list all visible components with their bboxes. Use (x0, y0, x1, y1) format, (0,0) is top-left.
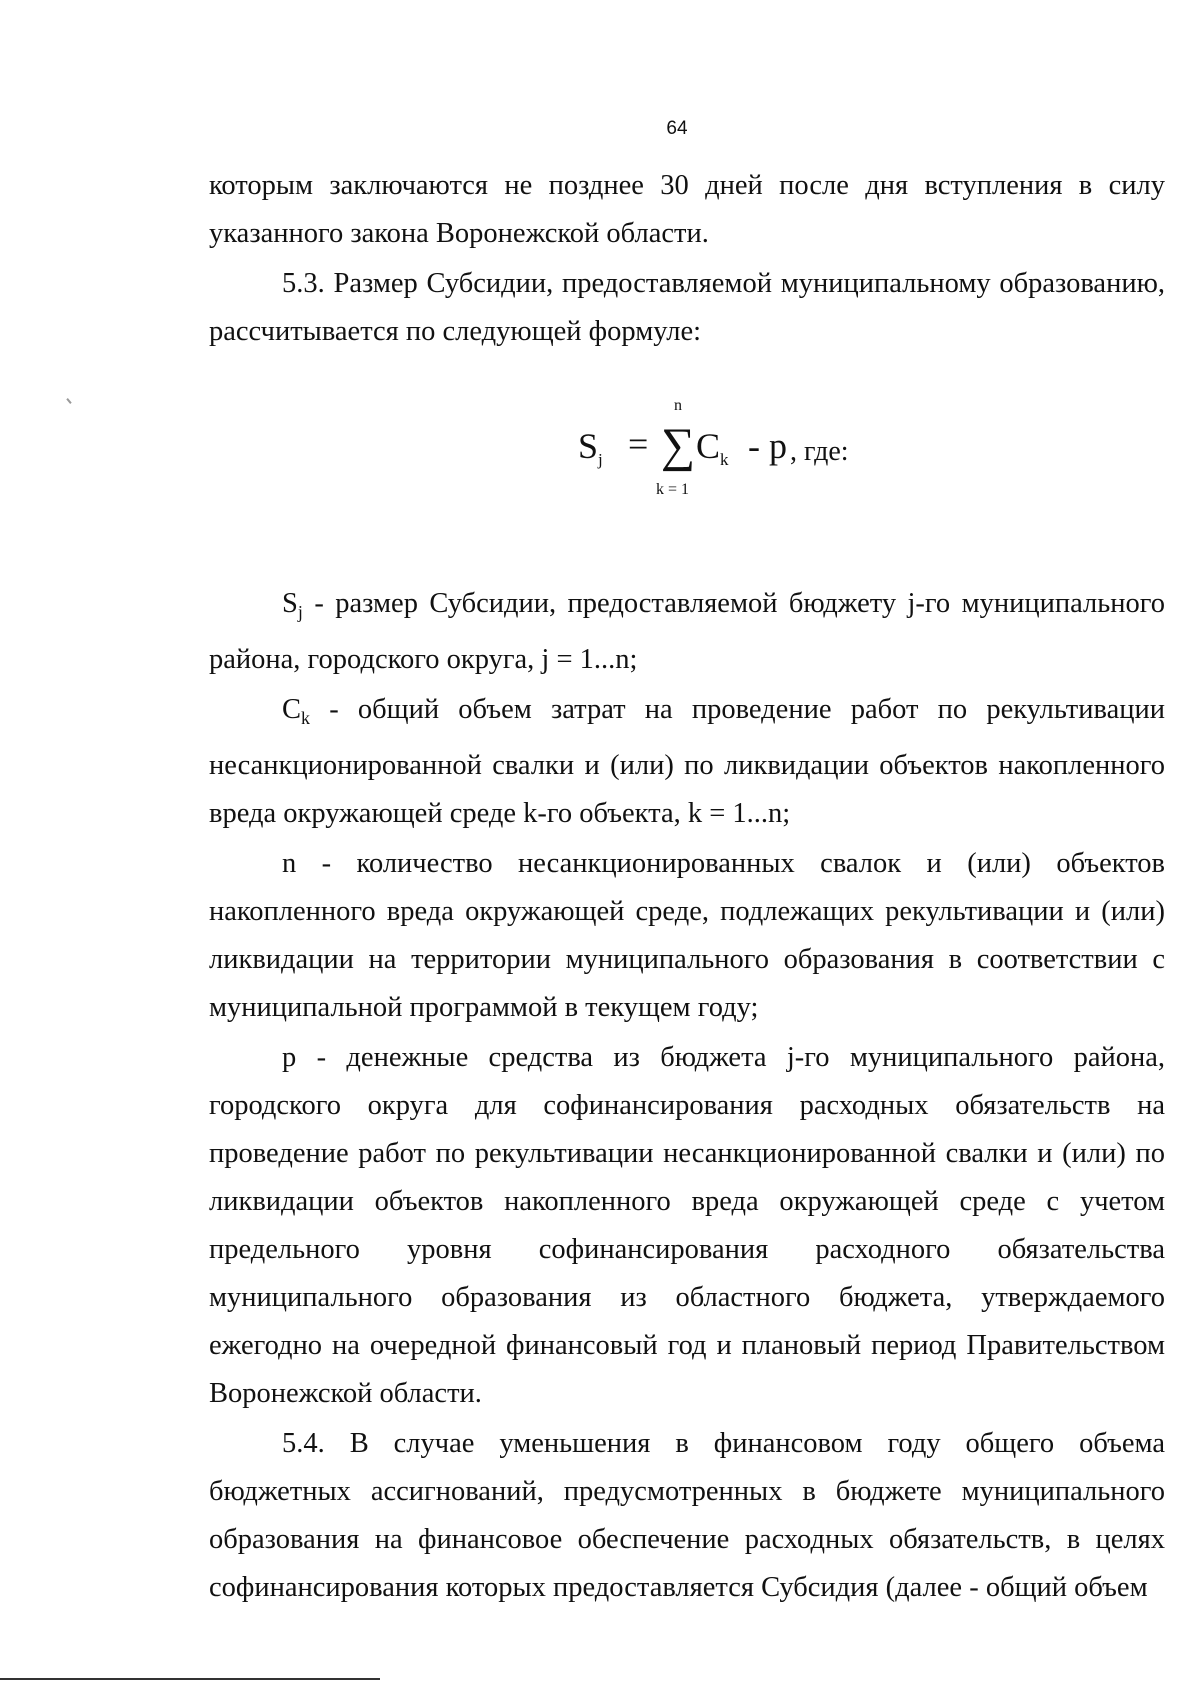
sigma-symbol: ∑ (661, 419, 696, 472)
paragraph-5-4: 5.4. В случае уменьшения в финансовом году общего объема бюджетных ассигнований, предусмотренных в бюджете муниципального образования на финансовое обеспечение расходных обязательств, в целях софинансирования которых предоставляется Субсидия (далее - общий объем (209, 1428, 1165, 1603)
definitions-body (209, 580, 1165, 1612)
formula-lhs: $S_j$ (578, 426, 603, 469)
formula-suffix: , где: (790, 436, 849, 467)
subsidy-formula (578, 397, 978, 510)
paragraph-continuation: которым заключаются не позднее 30 дней после дня вступления в силу указанного закона Воронежской области. (209, 170, 1165, 249)
scan-mark (66, 398, 71, 404)
definition-ck: $C_k$ - общий объем затрат на проведение работ по рекультивации несанкционированной свалки и (или) по ликвидации объектов накопленного вреда окружающей среде k-го объекта, k = 1...n; (209, 694, 1165, 829)
formula-minus-p: - p (748, 426, 787, 466)
formula-upper-limit: n (674, 397, 682, 414)
paragraph-5-3: 5.3. Размер Субсидии, предоставляемой муниципальному образованию, рассчитывается по следующей формуле: (209, 268, 1165, 347)
formula-lower-limit: k = 1 (656, 481, 690, 498)
footer-rule (0, 1678, 380, 1680)
formula-term: $C_k$ (696, 426, 729, 469)
document-body (209, 162, 1165, 356)
definition-n: n - количество несанкционированных свалок и (или) объектов накопленного вреда окружающей среде, подлежащих рекультивации и (или) ликвидации на территории муниципального образования в соответствии с муниципальной программой в текущем году; (209, 848, 1165, 1023)
definition-p: p - денежные средства из бюджета j-го муниципального района, городского округа для софинансирования расходных обязательств на проведение работ по рекультивации несанкционированной свалки и (или) по ликвидации объектов накопленного вреда окружающей среде с учетом предельного уровня софинансирования расходного обязательства муниципального образования из областного бюджета, утверждаемого ежегодно на очередной финансовый год и плановый период Правительством Воронежской области. (209, 1042, 1165, 1409)
formula-equals: = (628, 424, 649, 464)
definition-sj: $S_j$ - размер Субсидии, предоставляемой бюджету j-го муниципального района, городского округа, j = 1...n; (209, 588, 1165, 675)
page-number: 64 (666, 118, 688, 139)
